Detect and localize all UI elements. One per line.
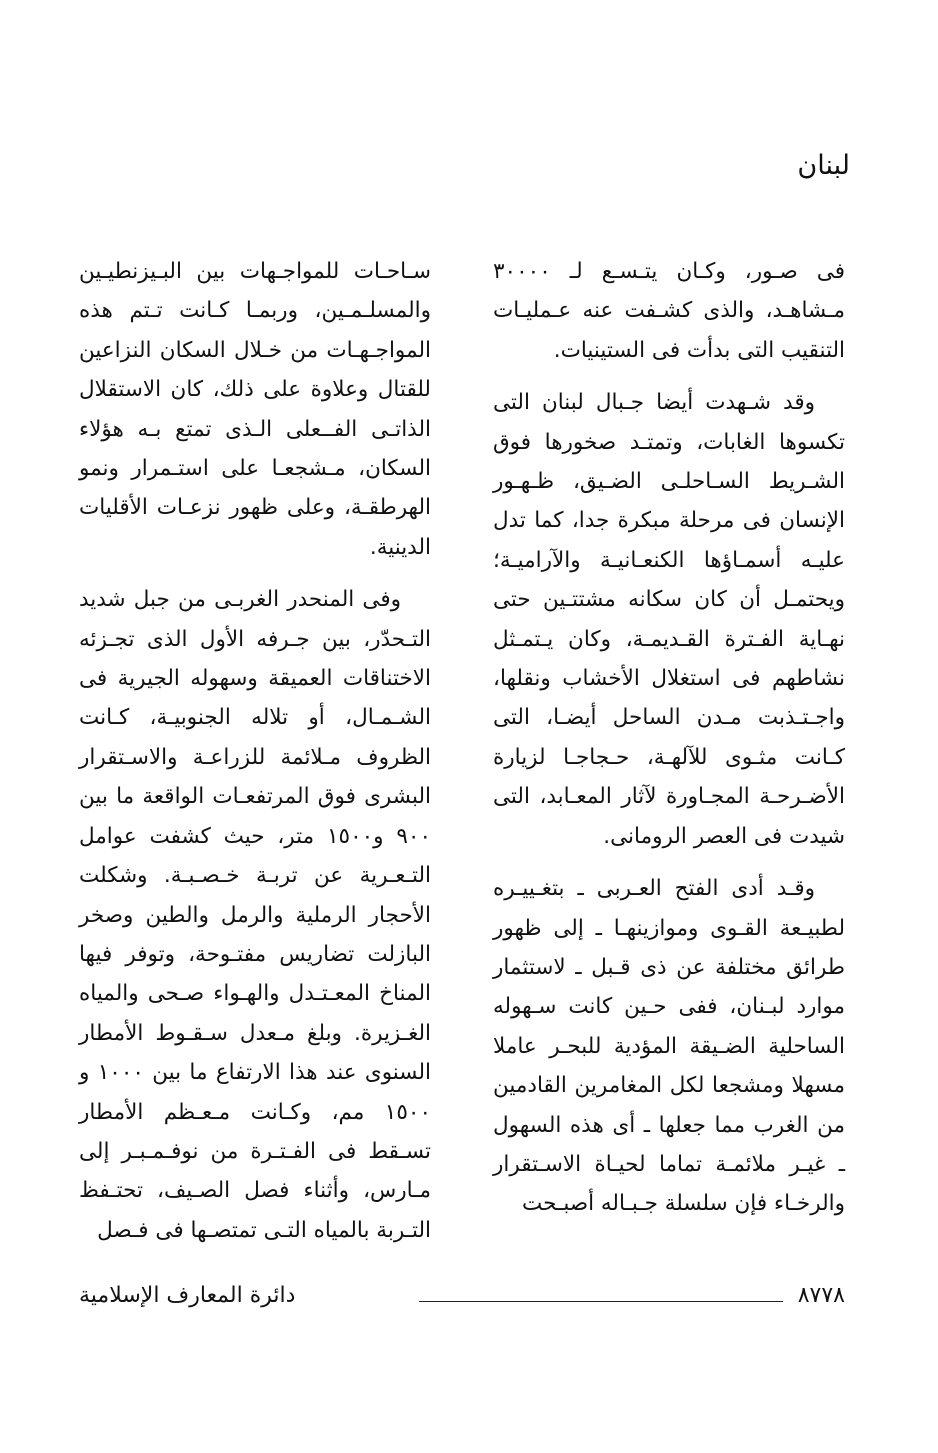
paragraph-theatre: فى صـور، وكـان يتـسـع لـ ٣٠٠٠٠ مـشاهـد، والذى كشـفت عنه عـمليـات التنقيب التى بدأت فى الستينيات. (493, 259, 845, 363)
text-column-left (79, 252, 431, 1250)
paragraph-western-slope: وفى المنحدر الغربـى من جبل شديد التـحدّر، بين جـرفه الأول الذى تجـزئه الاختناقات العميقة وسهوله الجيرية فى الشـمـال، أو تلاله الجنوبيـة، كـانت الظروف مـلائمة للزراعـة والاسـتقرار البشرى فوق المرتفعـات الواقعة ما بين ٩٠٠ و١٥٠٠ متر، حيث كشفت عوامل التـعـرية عن تربـة خـصـبـة. وشكلت الأحجار الرملية والرمل والطين وصخر البازلت تضاريس مفتـوحة، وتوفر فيها المناخ المعـتـدل والهـواء صـحى والمياه الغـزيرة. وبلغ مـعدل سـقـوط الأمطار السنوى عند هذا الارتفاع ما بين ١٠٠٠ و ١٥٠٠ مم، وكـانت مـعـظم الأمطار تسـقط فى الفـتـرة من نوفـمـبـر إلى مـارس، وأثناء فصل الصـيف، تحتـفظ التـربة بالمياه التـى تمتصـها فى فـصل (79, 587, 432, 1243)
publication-title: دائرة المعارف الإسلامية (79, 1283, 296, 1308)
paragraph-arab-conquest: وقـد أدى الفتح العـربى ـ بتغـييـره لطبيـعة القـوى وموازينهـا ـ إلى ظهور طرائق مختلفة عن ذى قـبل ـ لاستثمار موارد لبـنان، ففى حـين كانت سـهوله الساحلية الضـيقة المؤدية للبحـر عاملا مسهلا ومشجعا لكل المغامرين القادمين من الغرب مما جعلها ـ أى هذه السهول ـ غيـر ملائمـة تماما لحيـاة الاسـتقرار والرخـاء فإن سلسلة جـبـاله أصبـحت (493, 876, 845, 1217)
page-number: ٨٧٧٨ (797, 1283, 845, 1308)
paragraph-mountains: وقد شـهدت أيضا جـبال لبنان التى تكسوها الغابات، وتمتـد صخورها فوق الشـريط السـاحلـى الضـيق، ظـهـور الإنسان فى مرحلة مبكرة جدا، كما تدل عليـه أسمـاؤها الكنعـانيـة والآراميـة؛ ويحتمـل أن كان سكانه مشتتـين حتى نهـاية الفـترة القـديمـة، وكان يـتمـثل نشاطهم فى استغلال الأخشاب ونقلها، واجـتـذبت مـدن الساحل أيضـا، التى كـانت مثـوى للآلهـة، حـجاجـا لزيارة الأضـرحـة المجـاورة لآثار المعـابد، التى شيدت فى العصر الرومانى. (493, 390, 845, 849)
text-column-right (493, 252, 845, 1224)
paragraph-confrontations: سـاحـات للمواجـهات بين البـيزنطيـين والمسلـمـين، وربمـا كـانت تـتم هذه المواجـهـات من خـلال السكان النزاعين للقتال وعلاوة على ذلك، كان الاستقلال الذاتـى الفــعلى الـذى تمتع بـه هؤلاء السكان، مـشجعـا على استـمرار ونمو الهرطقـة، وعلى ظهور نزعـات الأقليات الدينية. (79, 259, 431, 560)
running-header-title: لبنان (797, 150, 850, 181)
footer-divider (419, 1301, 783, 1302)
page-footer (79, 1283, 845, 1319)
